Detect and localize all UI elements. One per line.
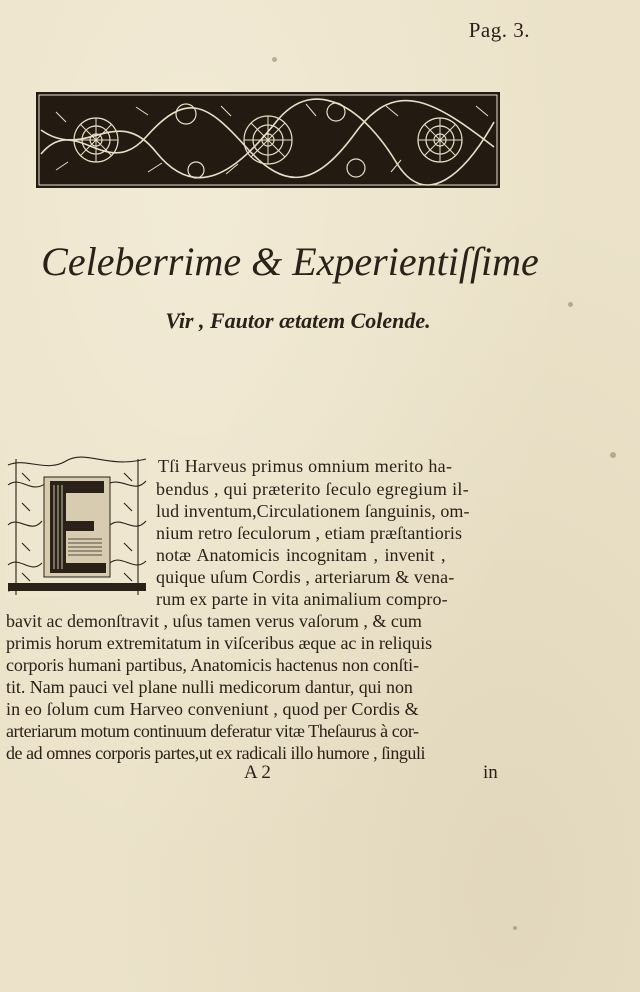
- body-line: nium retro ſeculorum , etiam præſtantioris: [156, 523, 463, 543]
- body-line: quique uſum Cordis , arteriarum & vena-: [156, 567, 455, 587]
- dedication-title: Celeberrime & Experientiſſime: [41, 239, 539, 284]
- body-line: corporis humani partibus, Anatomicis hactenus non conſti-: [6, 655, 419, 675]
- body-line: bendus , qui præterito ſeculo egregium il-: [156, 479, 470, 499]
- body-line: Tſi Harveus primus omnium merito ha-: [158, 456, 453, 476]
- body-line: bavit ac demonſtravit , uſus tamen verus vaſorum , & cum: [6, 611, 422, 631]
- ink-spot: [272, 57, 277, 62]
- dedication-subtitle: Vir , Fautor ætatem Colende.: [165, 308, 431, 333]
- decorated-initial-E-icon: [6, 455, 148, 598]
- ink-spot: [513, 926, 517, 930]
- floral-headpiece-icon: [36, 92, 500, 188]
- body-line: arteriarum motum continuum deferatur vitæ Theſaurus à cor-: [6, 721, 419, 741]
- body-line: tit. Nam pauci vel plane nulli medicorum dantur, qui non: [6, 677, 413, 697]
- body-line: rum ex parte in vita animalium compro-: [156, 589, 448, 609]
- body-line: in eo ſolum cum Harveo conveniunt , quod per Cordis &: [6, 699, 419, 719]
- page-number: Pag. 3.: [468, 18, 530, 42]
- catchword: in: [483, 762, 498, 783]
- ink-spot: [610, 452, 616, 458]
- body-line: de ad omnes corporis partes,ut ex radicali illo humore , ſinguli: [6, 743, 426, 763]
- body-line: primis horum extremitatum in viſceribus æque ac in reliquis: [6, 633, 433, 653]
- body-line: notæ Anatomicis incognitam , invenit ,: [156, 545, 446, 565]
- body-line: lud inventum,Circulationem ſanguinis, om-: [156, 501, 470, 521]
- signature-mark: A 2: [244, 762, 271, 783]
- ink-spot: [568, 302, 573, 307]
